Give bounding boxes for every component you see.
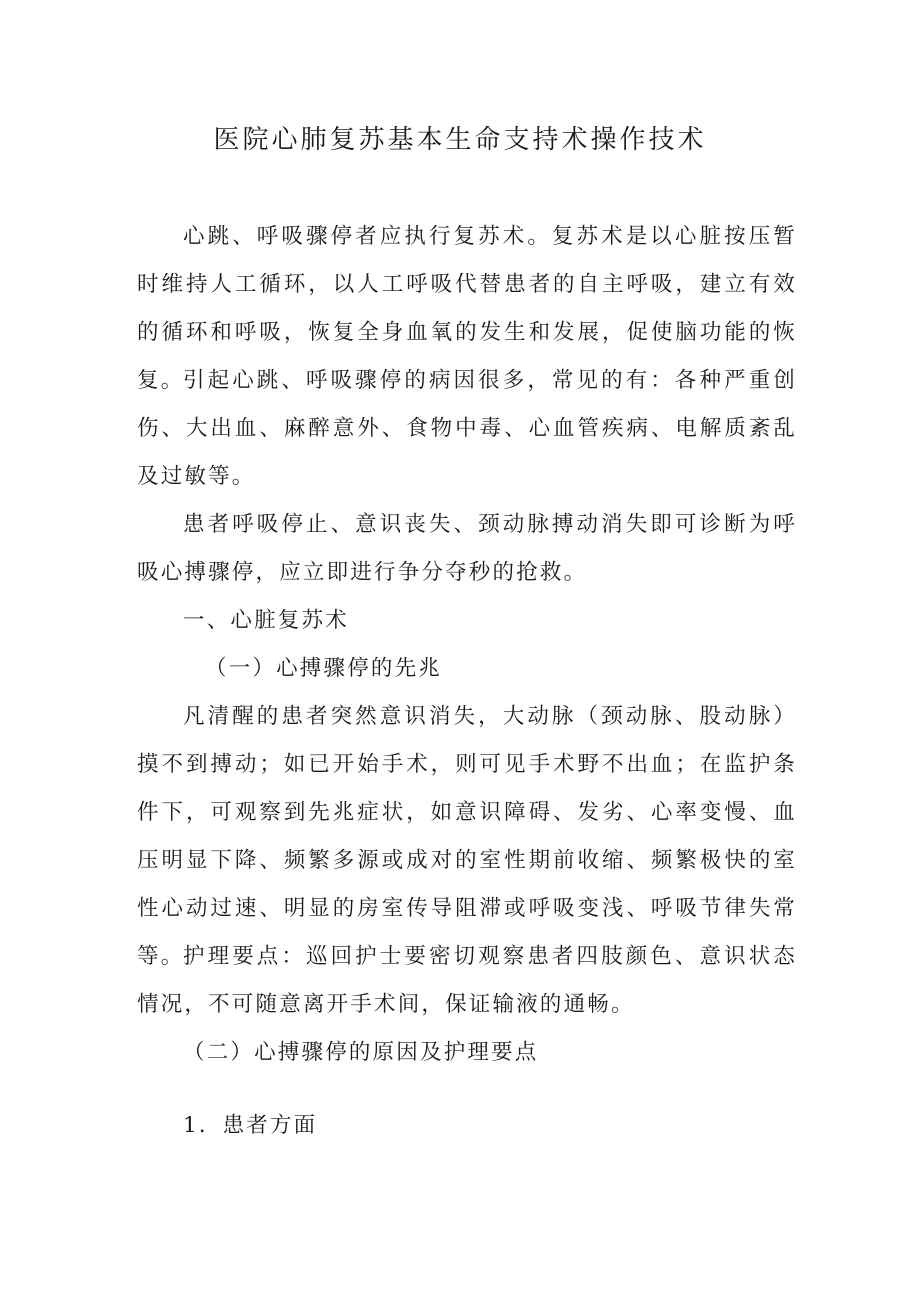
paragraph-intro: 心跳、呼吸骤停者应执行复苏术。复苏术是以心脏按压暂时维持人工循环，以人工呼吸代替患者的自主呼吸，建立有效的循环和呼吸，恢复全身血氧的发生和发展，促使脑功能的恢复。 bbox=[137, 224, 797, 393]
item-heading-patient-aspect: 1．患者方面 bbox=[183, 1113, 318, 1138]
paragraph-warning-signs: 凡清醒的患者突然意识消失，大动脉（颈动脉、股动脉）摸不到搏动；如已开始手术，则可见手术野不出血；在监护条件下，可观察到先兆症状，如意识障碍、发劣、心率变慢、血压明显下降、频繁多源或成对的室性期前收缩、频繁极快的室性心动过速、明显的房室传导阻滞或呼吸变浅、呼吸节律失常等。 bbox=[137, 704, 797, 969]
paragraph-diagnosis: 患者呼吸停止、意识丧失、颈动脉搏动消失即可诊断为呼吸心搏骤停，应立即进行争分夺秒的抢救。 bbox=[137, 512, 797, 585]
document-title: 医院心肺复苏基本生命支持术操作技术 bbox=[213, 125, 707, 155]
subsection-heading-causes-nursing: （二）心搏骤停的原因及护理要点 bbox=[183, 1040, 539, 1065]
subsection-heading-warning-signs: （一）心搏骤停的先兆 bbox=[205, 656, 443, 681]
paragraph-nursing-points: 护理要点：巡回护士要密切观察患者四肢颜色、意识状态情况，不可随意离开手术间，保证输液的通畅。 bbox=[137, 944, 797, 1017]
paragraph-causes: 引起心跳、呼吸骤停的病因很多，常见的有：各种严重创伤、大出血、麻醉意外、食物中毒、心血管疾病、电解质紊乱及过敏等。 bbox=[137, 368, 797, 489]
section-heading-cardiac-resuscitation: 一、心脏复苏术 bbox=[183, 608, 349, 633]
